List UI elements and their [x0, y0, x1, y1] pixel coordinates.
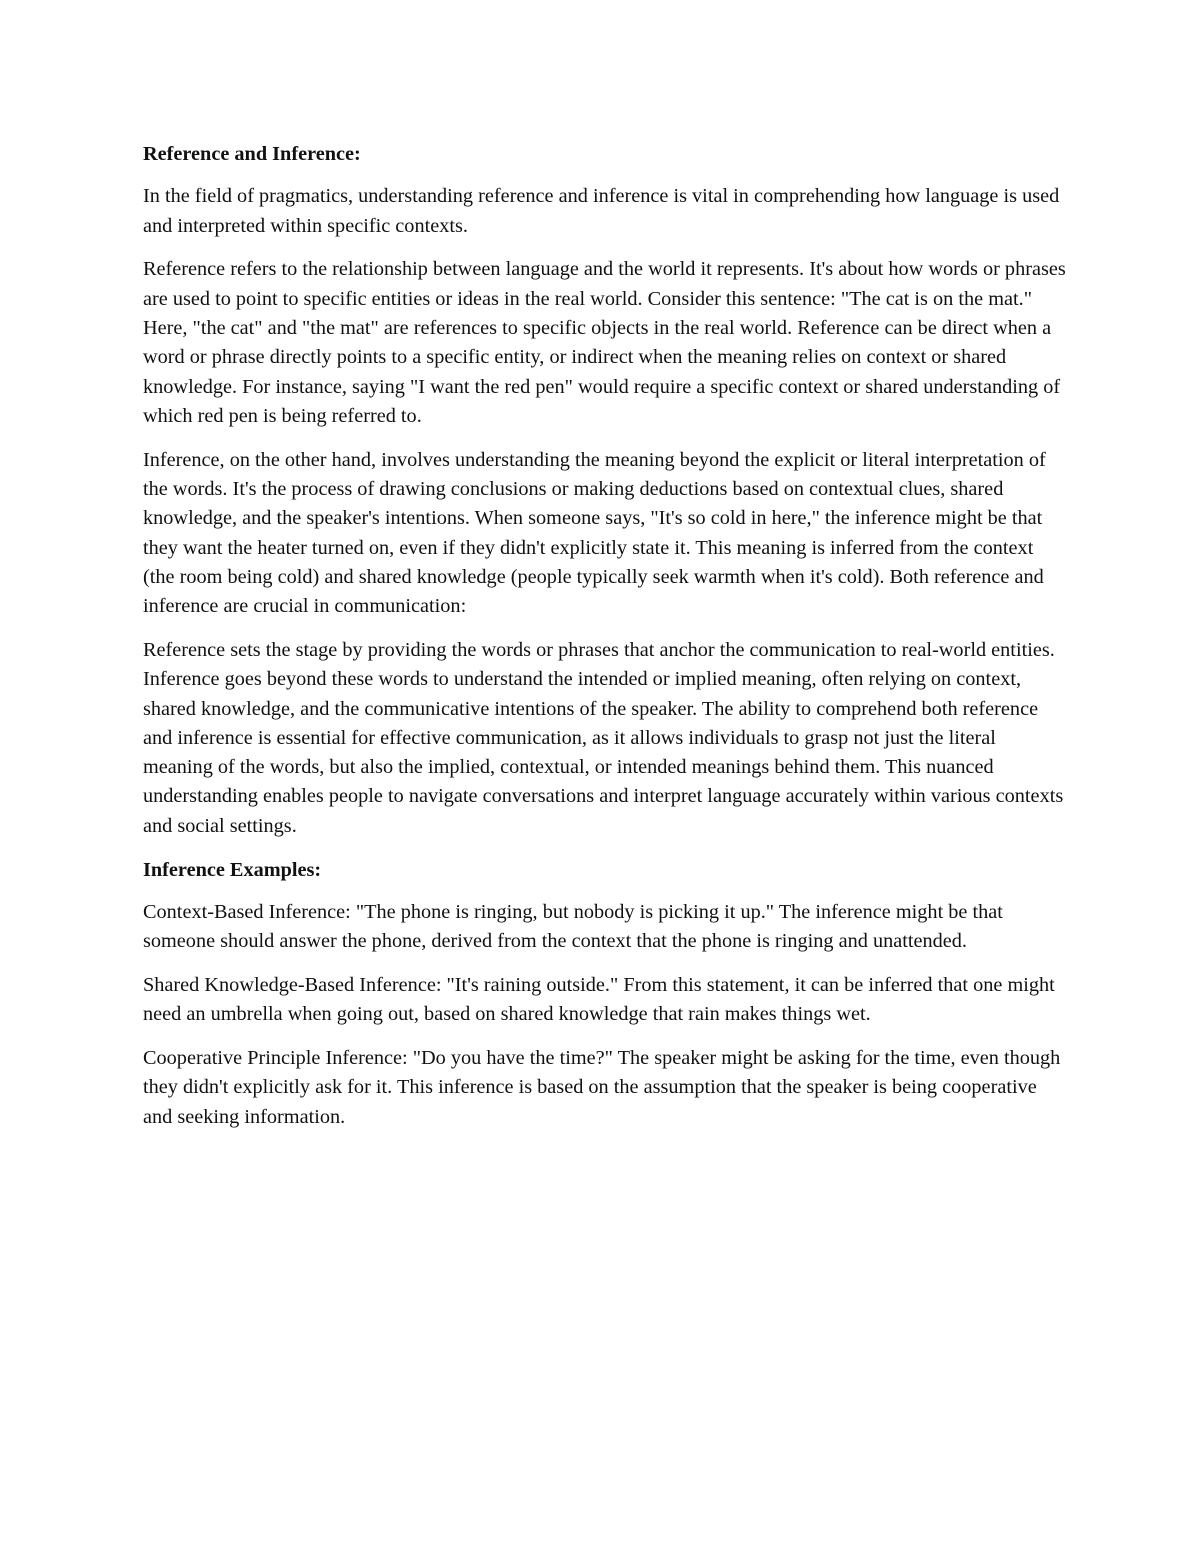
paragraph-intro: In the field of pragmatics, understanding reference and inference is vital in comprehending how language is used and interpreted within specific contexts.	[143, 185, 1060, 237]
paragraph-summary: Reference sets the stage by providing the words or phrases that anchor the communication to real-world entities. Inference goes beyond these words to understand the intended or implied meaning, often relying on context, shared knowledge, and the communicative intentions of the speaker. The ability to comprehend both reference and inference is essential for effective communication, as it allows individuals to grasp not just the literal meaning of the words, but also the implied, contextual, or intended meanings behind them. This nuanced understanding enables people to navigate conversations and interpret language accurately within various contexts and social settings.	[143, 638, 1064, 837]
section-heading-reference-inference: Reference and Inference:	[143, 143, 361, 165]
paragraph-reference: Reference refers to the relationship between language and the world it represents. It's about how words or phrases are used to point to specific entities or ideas in the real world. Consider this sentence: "The cat is on the mat." Here, "the cat" and "the mat" are references to specific objects in the real world. Reference can be direct when a word or phrase directly points to a specific entity, or indirect when the meaning relies on context or shared knowledge. For instance, saying "I want the red pen" would require a specific context or shared understanding of which red pen is being referred to.	[143, 258, 1066, 427]
paragraph-cooperative-example: Cooperative Principle Inference: "Do you have the time?" The speaker might be asking for the time, even though they didn't explicitly ask for it. This inference is based on the assumption that the speaker is being cooperative and seeking information.	[143, 1047, 1061, 1128]
paragraph-shared-knowledge-example: Shared Knowledge-Based Inference: "It's raining outside." From this statement, it can be inferred that one might need an umbrella when going out, based on shared knowledge that rain makes things wet.	[143, 973, 1055, 1026]
document-body	[143, 140, 1068, 1146]
paragraph-context-based-example: Context-Based Inference: "The phone is ringing, but nobody is picking it up." The inference might be that someone should answer the phone, derived from the context that the phone is ringing and unattended.	[143, 900, 1003, 953]
section-heading-inference-examples: Inference Examples:	[143, 858, 322, 881]
paragraph-inference: Inference, on the other hand, involves understanding the meaning beyond the explicit or literal interpretation of the words. It's the process of drawing conclusions or making deductions based on contextual clues, shared knowledge, and the speaker's intentions. When someone says, "It's so cold in here," the inference might be that they want the heater turned on, even if they didn't explicitly state it. This meaning is inferred from the context (the room being cold) and shared knowledge (people typically seek warmth when it's cold). Both reference and inference are crucial in communication:	[143, 448, 1046, 618]
